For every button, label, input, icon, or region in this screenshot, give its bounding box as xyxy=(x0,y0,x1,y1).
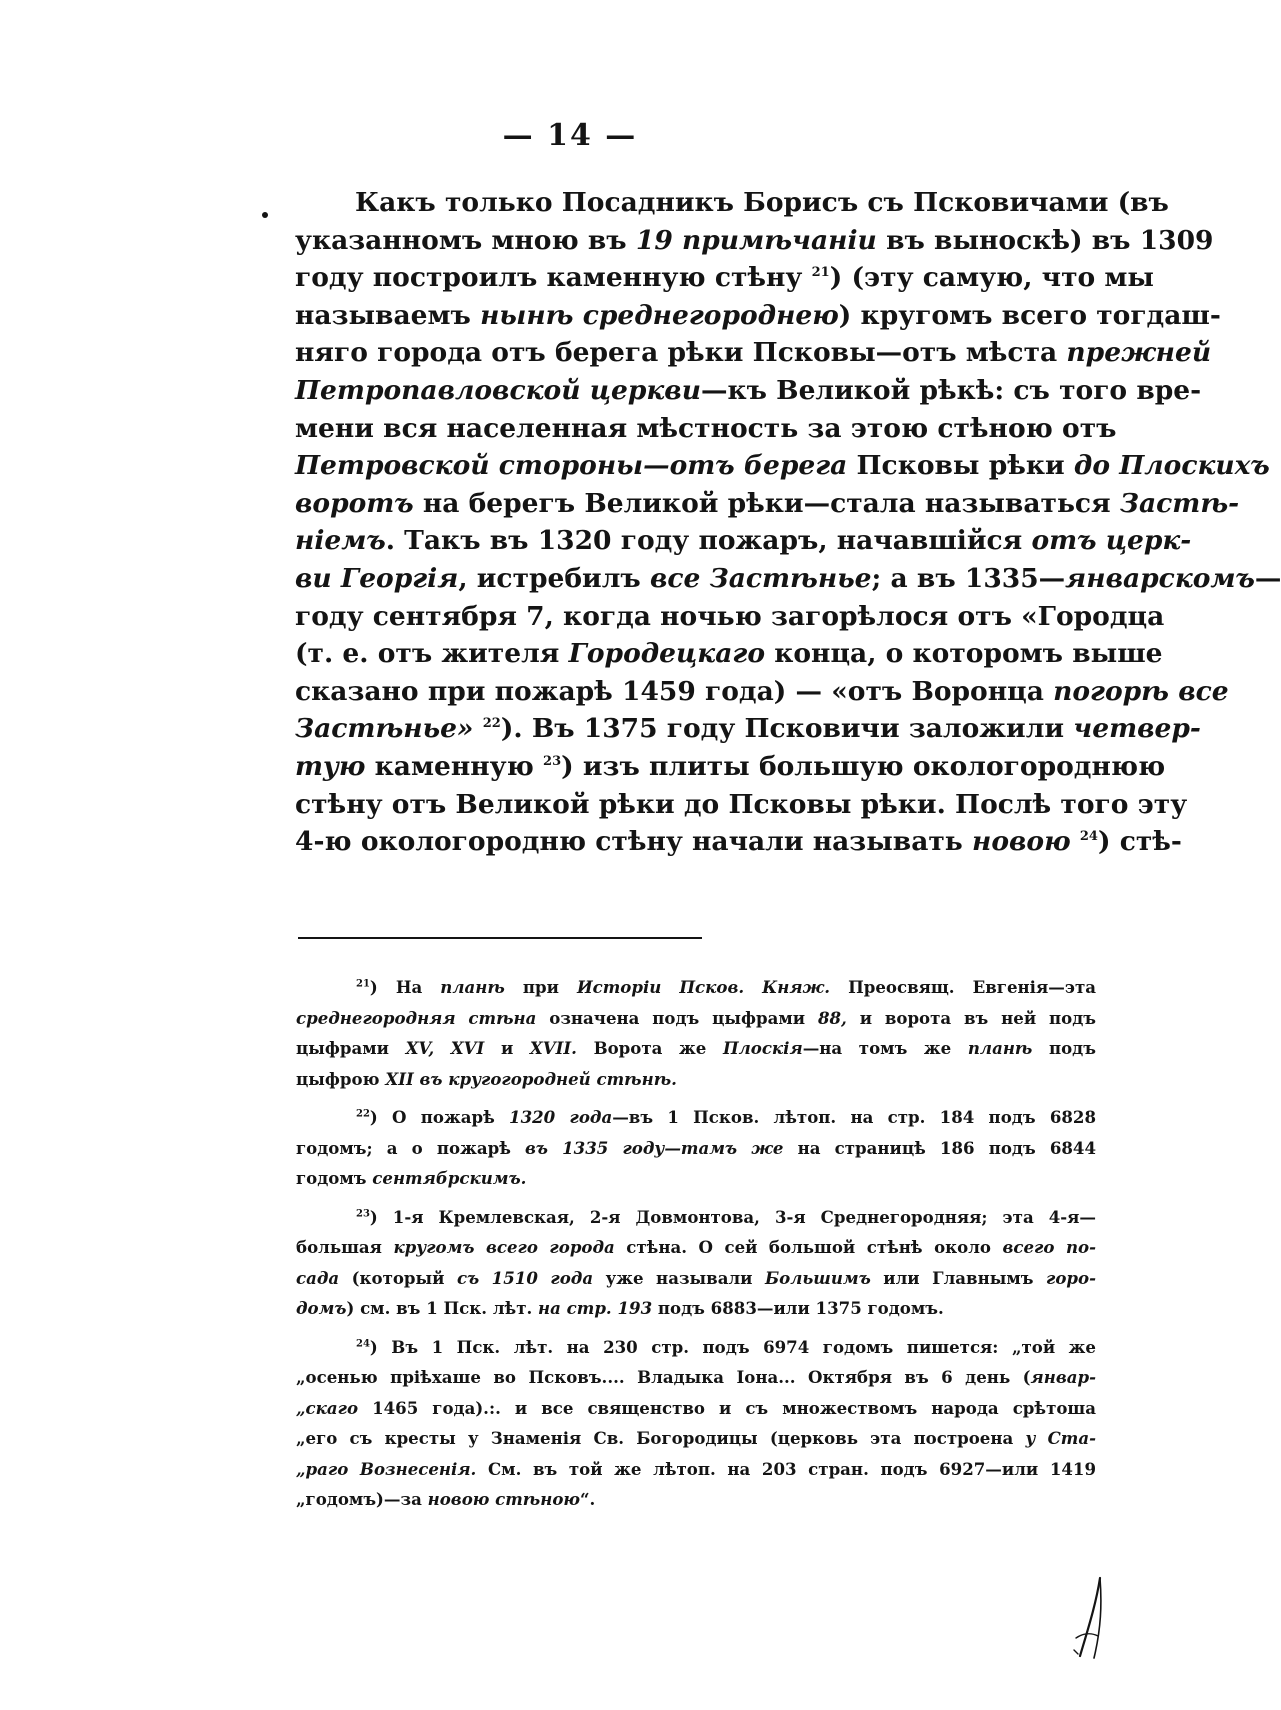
footnote-line: „осенью пріѣхаше во Псковъ.... Владыка Іона... Октября въ 6 день (январ- xyxy=(296,1367,1096,1387)
text-line: мени вся населенная мѣстность за этою стѣною отъ xyxy=(295,412,1117,444)
footnote-line: $^{22}$) О пожарѣ 1320 года—въ 1 Псков. лѣтоп. на стр. 184 подъ 6828 xyxy=(356,1107,1097,1127)
text-line: (т. е. отъ жителя Городецкаго конца, о которомъ выше xyxy=(295,638,1163,670)
footnote-line: „годомъ)—за новою стѣною“. xyxy=(296,1489,596,1509)
margin-mark xyxy=(262,212,268,218)
text-line: сказано при пожарѣ 1459 года) — «отъ Воронца погорѣ все xyxy=(295,675,1229,707)
text-line: 4-ю окологородню стѣну начали называть новою $^{24}$) стѣ- xyxy=(295,826,1182,858)
text-line: году построилъ каменную стѣну $^{21}$) (эту самую, что мы xyxy=(295,262,1154,294)
footnote-line: среднегородняя стѣна означена подъ цыфрами 88, и ворота въ ней подъ xyxy=(296,1007,1097,1028)
footnote-line: „раго Вознесенія. См. въ той же лѣтоп. на 203 стран. подъ 6927—или 1419 xyxy=(296,1458,1097,1479)
footnote-divider xyxy=(298,937,702,939)
footnote-line: $^{21}$) На планѣ при Исторіи Псков. Княж. Преосвящ. Евгенія—эта xyxy=(356,977,1096,997)
text-line: тую каменную $^{23}$) изъ плиты большую окологороднюю xyxy=(295,750,1166,782)
footnote-22 xyxy=(296,1102,1096,1194)
footnote-23 xyxy=(296,1202,1096,1324)
footnote-line: годомъ; а о пожарѣ въ 1335 году—тамъ же на страницѣ 186 подъ 6844 xyxy=(296,1137,1097,1158)
text-line: называемъ нынѣ среднегороднею) кругомъ всего тогдаш- xyxy=(295,299,1221,331)
footnote-line: цыфрою XII въ кругогородней стѣнѣ. xyxy=(296,1068,677,1089)
footnote-24 xyxy=(296,1332,1096,1515)
text-line: воротъ на берегъ Великой рѣки—стала называться Застѣ- xyxy=(295,487,1240,519)
footnotes xyxy=(296,972,1096,1523)
text-line: ніемъ. Такъ въ 1320 году пожаръ, начавшійся отъ церк- xyxy=(295,525,1192,557)
footnote-line: годомъ сентябрскимъ. xyxy=(296,1168,527,1188)
text-line: году сентября 7, когда ночью загорѣлося отъ «Городца xyxy=(295,600,1165,632)
text-line: Петровской стороны—отъ берега Псковы рѣки до Плоскихъ xyxy=(295,450,1270,482)
footnote-line: $^{24}$) Въ 1 Пск. лѣт. на 230 стр. подъ 6974 годомъ пишется: „той же xyxy=(356,1336,1096,1357)
text-line: ви Георгія, истребилъ все Застѣнье; а въ 1335—январскомъ— xyxy=(295,562,1281,594)
footnote-line: цыфрами XV, XVI и XVII. Ворота же Плоскія—на томъ же планѣ подъ xyxy=(296,1038,1096,1058)
text-line: Застѣнье» $^{22}$). Въ 1375 году Псковичи заложили четвер- xyxy=(295,713,1201,745)
footnote-line: „скаго 1465 года).:. и все священство и съ множествомъ народа срѣтоша xyxy=(296,1397,1096,1418)
footnote-line: домъ) см. въ 1 Пск. лѣт. на стр. 193 подъ 6883—или 1375 годомъ. xyxy=(296,1298,944,1318)
text-line: стѣну отъ Великой рѣки до Псковы рѣки. Послѣ того эту xyxy=(295,788,1188,820)
footnote-line: „его съ кресты у Знаменія Св. Богородицы (церковь эта построена у Ста- xyxy=(296,1428,1097,1448)
handwritten-mark xyxy=(1070,1574,1110,1664)
main-paragraph xyxy=(295,184,1281,861)
footnote-21 xyxy=(296,972,1096,1094)
text-line: Какъ только Посадникъ Борисъ съ Псковичами (въ xyxy=(355,187,1169,218)
footnote-line: сада (который съ 1510 года уже называли Большимъ или Главнымъ горо- xyxy=(296,1267,1096,1288)
page-number: — 14 — xyxy=(502,118,638,153)
text-line: Петропавловской церкви—къ Великой рѣкѣ: съ того вре- xyxy=(295,374,1202,406)
footnote-line: $^{23}$) 1-я Кремлевская, 2-я Довмонтова, 3-я Среднегородняя; эта 4-я— xyxy=(356,1206,1096,1227)
footnote-line: большая кругомъ всего города стѣна. О сей большой стѣнѣ около всего по- xyxy=(296,1237,1096,1257)
text-line: указанномъ мною въ 19 примѣчаніи въ выноскѣ) въ 1309 xyxy=(295,224,1214,256)
text-line: няго города отъ берега рѣки Псковы—отъ мѣста прежней xyxy=(295,337,1212,369)
